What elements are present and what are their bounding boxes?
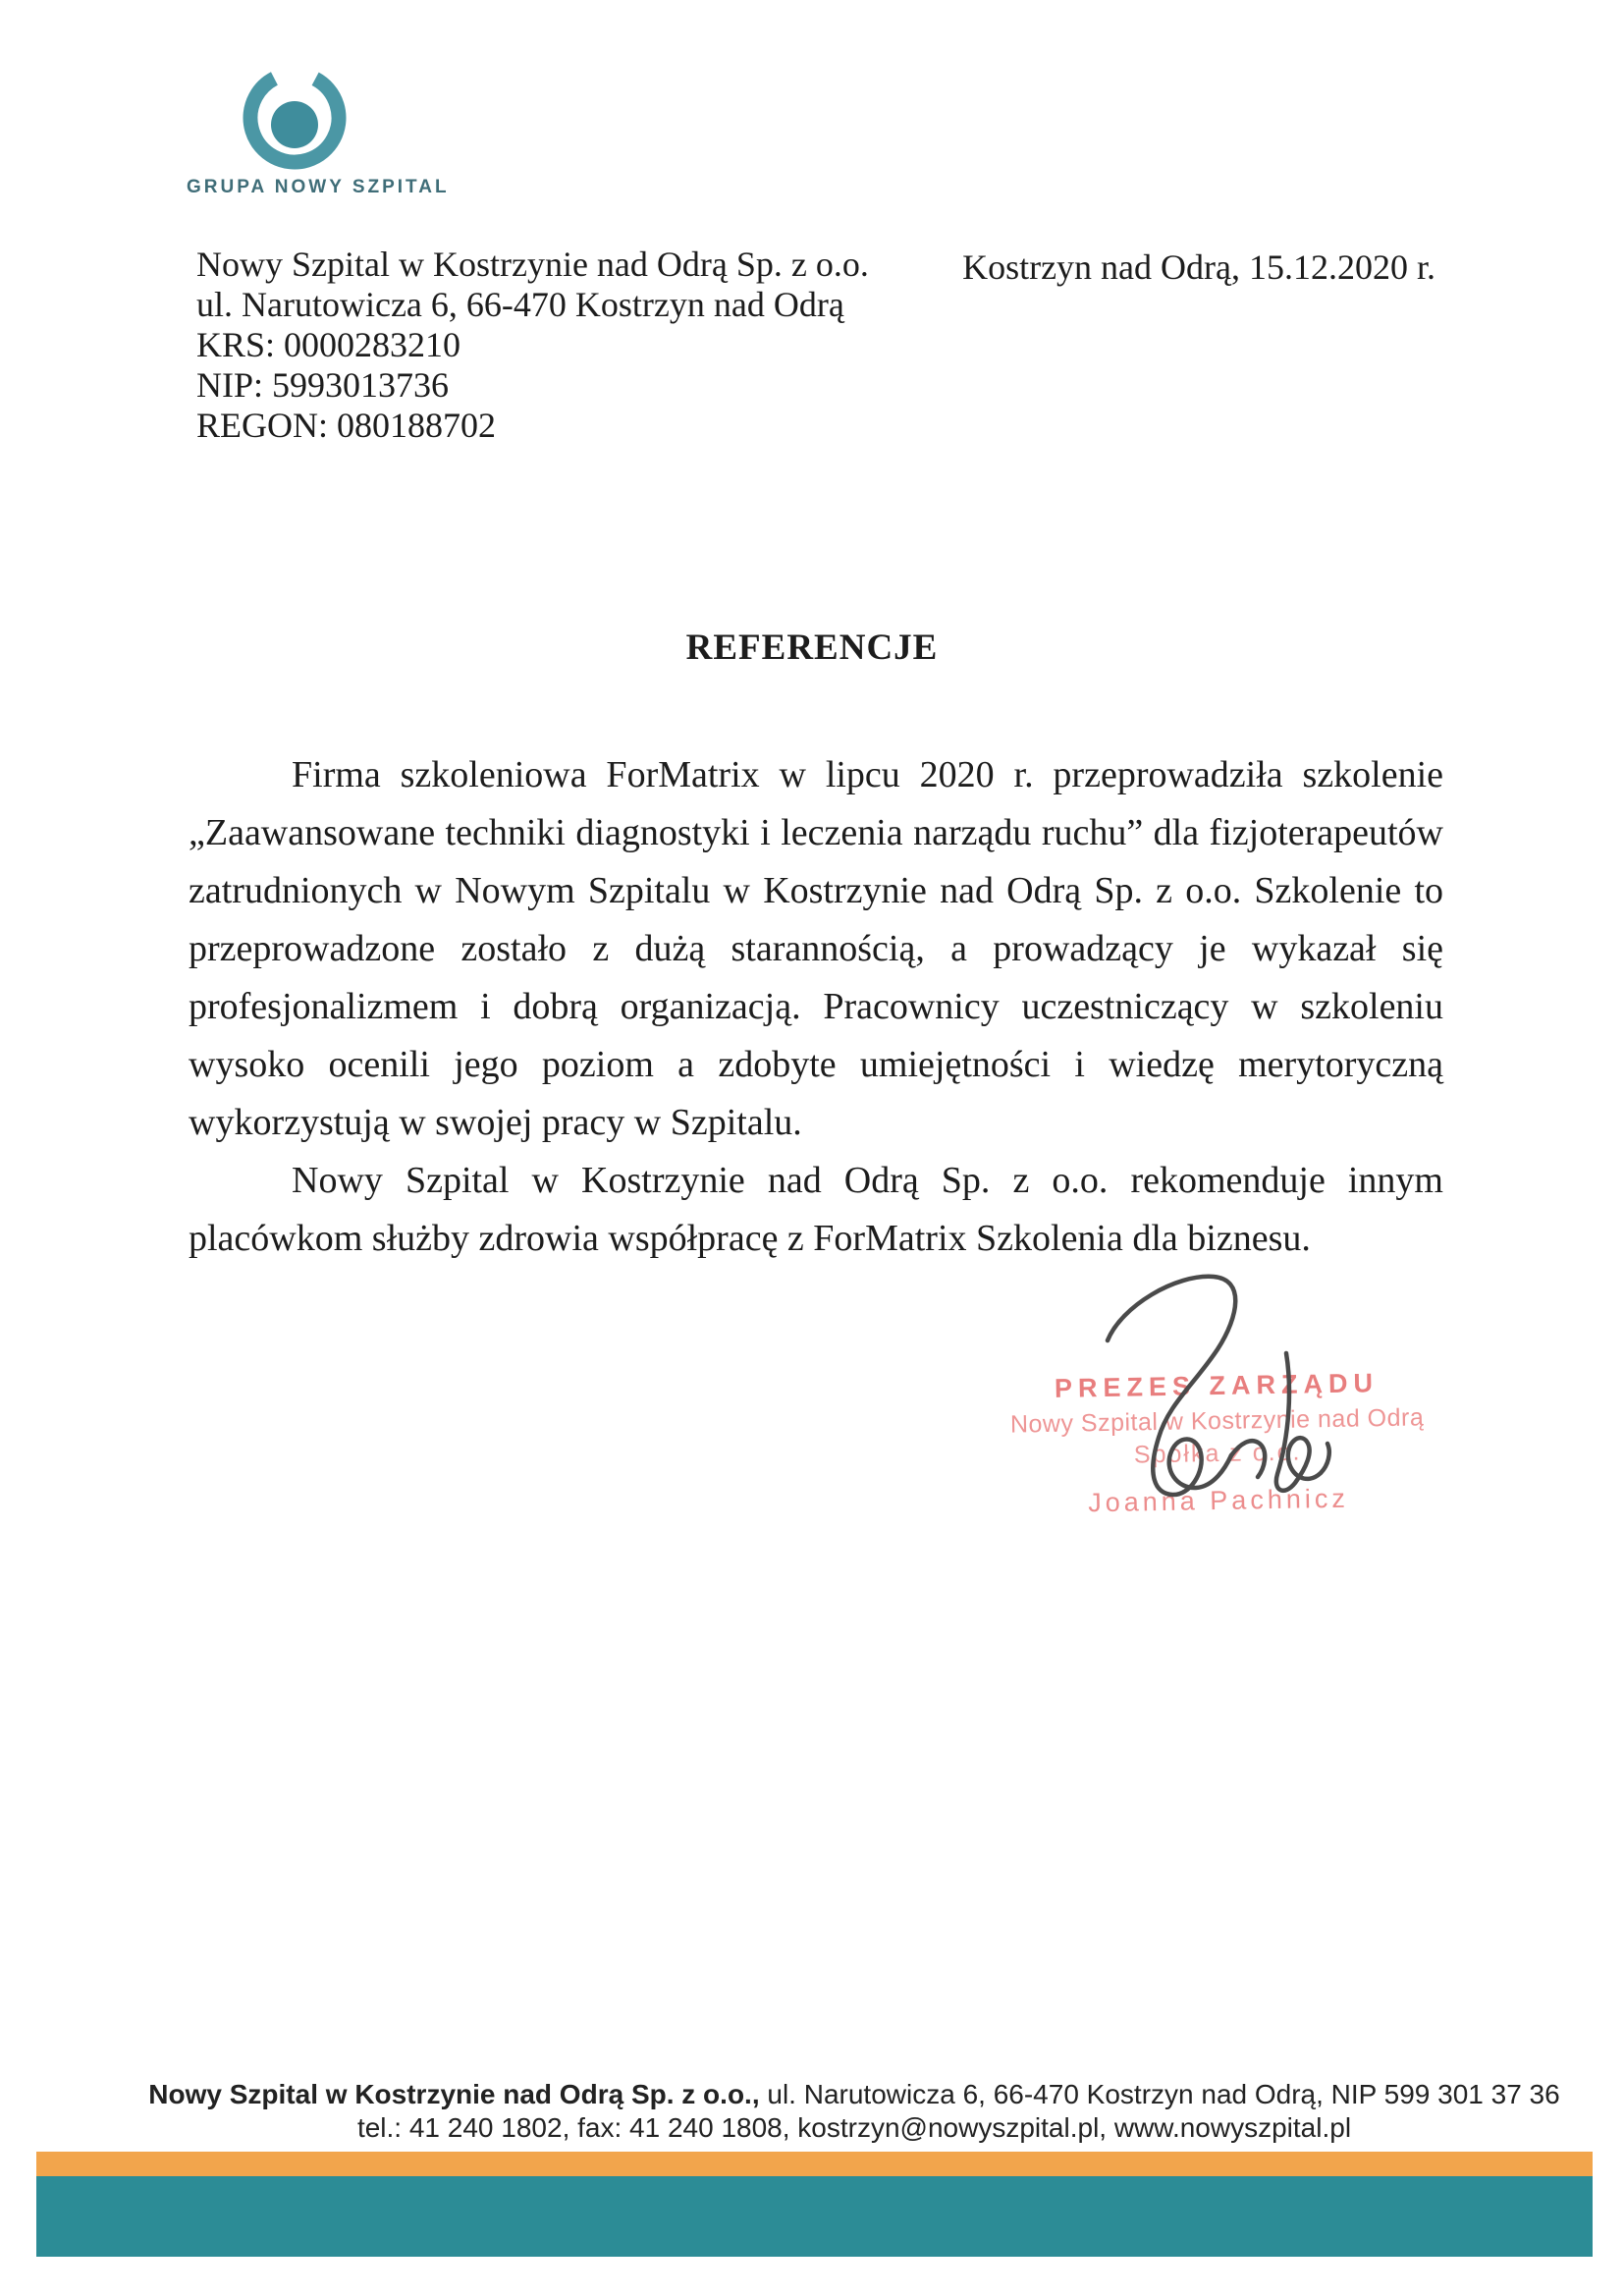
stamp-company-line: Nowy Szpital w Kostrzynie nad Odrą [1009, 1403, 1425, 1439]
company-address-line: ul. Narutowicza 6, 66-470 Kostrzyn nad Odrą [196, 285, 844, 324]
body-paragraph: Nowy Szpital w Kostrzynie nad Odrą Sp. z o.o. rekomenduje innym placówkom służby zdrowia współpracę z ForMatrix Szkolenia dla biznesu. [189, 1160, 1443, 1259]
footer [42, 2078, 1624, 2145]
body-paragraph: Firma szkoleniowa ForMatrix w lipcu 2020 r. przeprowadziła szkolenie „Zaawansowane techniki diagnostyki i leczenia narządu ruchu” dla fizjoterapeutów zatrudnionych w Nowym Szpitalu w Kostrzynie nad Odrą Sp. z o.o. Szkolenie to przeprowadzone zostało z dużą starannością, a prowadzący je wykazał się profesjonalizmem i dobrą organizacją. Pracownicy uczestniczący w szkoleniu wysoko ocenili jego poziom a zdobyte umiejętności i wiedzę merytoryczną wykorzystują w swojej pracy w Szpitalu. [189, 754, 1443, 1143]
footer-address-rest: ul. Narutowicza 6, 66-470 Kostrzyn nad Odrą, NIP 599 301 37 36 [759, 2079, 1560, 2109]
footer-address-line [42, 2078, 1624, 2111]
footer-teal-band [36, 2176, 1593, 2257]
stamp-signer-name: Joanna Pachnicz [1087, 1483, 1350, 1518]
footer-orange-band [36, 2152, 1593, 2176]
company-regon-line: REGON: 080188702 [196, 406, 496, 445]
company-name-line: Nowy Szpital w Kostrzynie nad Odrą Sp. z o.o. [196, 245, 869, 284]
signature-scribble-icon [1080, 1257, 1355, 1532]
company-krs-line: KRS: 0000283210 [196, 325, 461, 364]
footer-contact-line: tel.: 41 240 1802, fax: 41 240 1808, kostrzyn@nowyszpital.pl, www.nowyszpital.pl [356, 2112, 1352, 2143]
logo-icon [241, 65, 349, 175]
logo-caption: GRUPA NOWY SZPITAL [187, 177, 450, 197]
company-nip-line: NIP: 5993013736 [196, 365, 450, 405]
stamp-company-suffix-line: Spółka z o.o. [1133, 1438, 1302, 1469]
document-title: REFERENCJE [685, 628, 939, 668]
company-info-block [196, 245, 869, 446]
letter-body [189, 746, 1443, 1268]
stamp-role-line: PREZES ZARZĄDU [1054, 1368, 1380, 1403]
place-date-line: Kostrzyn nad Odrą, 15.12.2020 r. [962, 247, 1435, 287]
footer-company-name: Nowy Szpital w Kostrzynie nad Odrą Sp. z o.o., [148, 2079, 760, 2109]
